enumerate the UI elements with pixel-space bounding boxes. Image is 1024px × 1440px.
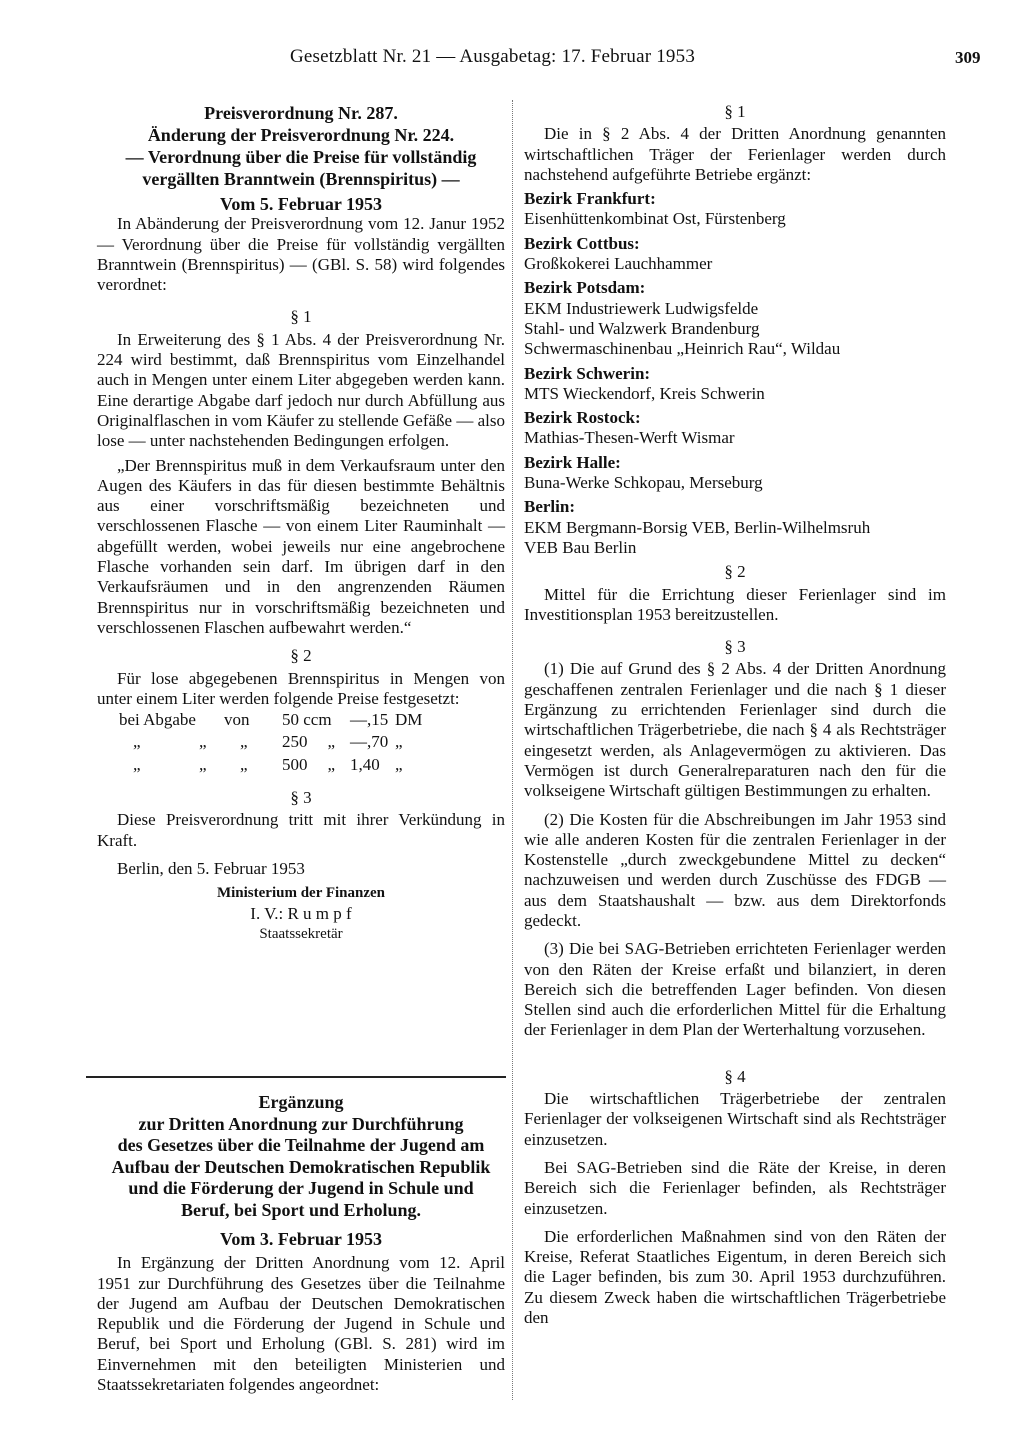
- title-line: vergällten Branntwein (Brennspiritus) —: [142, 169, 460, 189]
- price-cell: 250: [282, 732, 308, 752]
- price-cell: „: [199, 732, 207, 752]
- title-supplement: [97, 1092, 505, 1221]
- left-column-lower: [97, 1092, 505, 1395]
- section-1-text: In Erweiterung des § 1 Abs. 4 der Preisverordnung Nr. 224 wird bestimmt, daß Brennspiritus vom Einzelhandel auch in Mengen unter einem Liter abgegeben werden kann. Eine derartige Abgabe darf jedoch nur durch Abfüllung aus Originalflaschen in vom Käufer zu stellende Gefäße — also lose — unter nachstehenden Bedingungen erfolgen.: [97, 329, 505, 451]
- ministry-name: Ministerium der Finanzen: [216, 885, 386, 902]
- district-heading: Bezirk Rostock:: [524, 408, 641, 428]
- left-column: [97, 102, 505, 944]
- right-section-2-label: § 2: [724, 562, 746, 582]
- title-line: Beruf, bei Sport und Erholung.: [180, 1199, 422, 1220]
- price-cell: 500: [282, 754, 308, 774]
- title-line: Preisverordnung Nr. 287.: [204, 103, 398, 123]
- right-section-4-para-2: Bei SAG-Betrieben sind die Räte der Kreise, in deren Bereich sich die Ferienlager befinden, als Rechtsträger einzusetzen.: [524, 1157, 946, 1218]
- price-row: [119, 731, 422, 753]
- price-cell: von: [224, 710, 250, 730]
- title-line: Ergänzung: [258, 1092, 344, 1112]
- district-heading: Bezirk Schwerin:: [524, 363, 651, 383]
- right-section-1-label: § 1: [724, 102, 746, 121]
- price-cell: „: [133, 732, 141, 752]
- price-cell: —,15: [350, 710, 389, 730]
- right-section-3-para-3: (3) Die bei SAG-Betrieben errichteten Ferienlager werden von den Räten der Kreise erfaßt und bilanziert, in deren Bereich sich die betreffenden Lager befinden. Von diesen Stellen sind auch die erforderlichen Mittel für die Erhaltung der Ferienlager in dem Plan der Werterhaltung vorzusehen.: [524, 939, 946, 1040]
- right-section-4-para-1: Die wirtschaftlichen Trägerbetriebe der zentralen Ferienlager der volkseigenen Wirtschaft sind als Rechtsträger einzusetzen.: [524, 1089, 946, 1149]
- title-line: Aufbau der Deutschen Demokratischen Republik: [111, 1156, 491, 1177]
- district-entry: VEB Bau Berlin: [524, 537, 637, 557]
- title-line: und die Förderung der Jugend in Schule und: [128, 1178, 474, 1198]
- right-section-4-label: § 4: [724, 1066, 746, 1086]
- price-cell: „: [199, 754, 207, 774]
- district-entry: EKM Bergmann-Borsig VEB, Berlin-Wilhelmsruh: [524, 517, 871, 537]
- district-entry: Großkokerei Lauchhammer: [524, 254, 713, 274]
- price-row: [119, 754, 422, 776]
- district-heading: Berlin:: [524, 497, 575, 517]
- price-cell: DM: [395, 710, 423, 730]
- district-entry: Stahl- und Walzwerk Brandenburg: [524, 318, 760, 338]
- section-2-text: Für lose abgegebenen Brennspiritus in Mengen von unter einem Liter werden folgende Preise festgesetzt:: [97, 668, 505, 708]
- section-3-text: Diese Preisverordnung tritt mit ihrer Verkündung in Kraft.: [97, 810, 505, 850]
- right-column: [524, 102, 946, 1328]
- price-cell: „: [327, 732, 336, 752]
- supplement-date: Vom 3. Februar 1953: [220, 1229, 382, 1249]
- price-row: [119, 709, 422, 731]
- district-list: [524, 189, 946, 558]
- price-cell: bei Abgabe: [119, 710, 196, 730]
- signer-title: Staatssekretär: [259, 925, 343, 942]
- district-entry: Schwermaschinenbau „Heinrich Rau“, Wildau: [524, 339, 841, 359]
- section-1-quote: „Der Brennspiritus muß in dem Verkaufsraum unter den Augen des Käufers in das für diesen bestimmte Behältnis aus einer vorschriftsmäßig bezeichneten und verschlossenen Flasche — von einem Liter Rauminhalt — abgefüllt werden, wobei jeweils nur eine angebrochene Flasche vorhanden sein darf. Im übrigen darf in den Verkaufsräumen und in den angrenzenden Räumen Brennspiritus nur in vorschriftsmäßig bezeichneten und verschlossenen Flaschen aufbewahrt werden.“: [97, 455, 505, 637]
- column-divider: [512, 100, 513, 1400]
- intro-paragraph: In Abänderung der Preisverordnung vom 12. Janur 1952 — Verordnung über die Preise für vollständig vergällten Branntwein (Brennspiritus) — (GBl. S. 58) wird folgendes verordnet:: [97, 214, 505, 295]
- signer-name: I. V.: R u m p f: [250, 903, 352, 923]
- section-3-label: § 3: [290, 788, 312, 808]
- right-section-4-para-3: Die erforderlichen Maßnahmen sind von den Räten der Kreise, Referat Staatliches Eigentum, in deren Bereich sich die Lager befinden, bis zum 30. April 1953 durchzuführen. Zu diesem Zweck haben die wirtschaftlichen Trägerbetriebe den: [524, 1226, 946, 1328]
- district-heading: Bezirk Cottbus:: [524, 233, 640, 253]
- right-section-2-text: Mittel für die Errichtung dieser Ferienlager sind im Investitionsplan 1953 bereitzustellen.: [524, 584, 946, 624]
- right-section-3-para-2: (2) Die Kosten für die Abschreibungen im Jahr 1953 sind wie alle anderen Kosten für die zentralen Ferienlager in der Kostenstelle „durch zweckgebundene Mittel zu decken“ nachzuweisen und werden durch Zuschüsse des FDGB — aus dem Staatshaushalt — bzw. aus dem Direktorfonds gedeckt.: [524, 809, 946, 930]
- district-entry: Buna-Werke Schkopau, Merseburg: [524, 473, 763, 493]
- district-heading: Bezirk Potsdam:: [524, 278, 646, 298]
- price-cell: „: [395, 754, 403, 774]
- price-cell: „: [133, 754, 141, 774]
- district-entry: Mathias-Thesen-Werft Wismar: [524, 428, 735, 448]
- price-cell: „: [240, 732, 248, 752]
- district-heading: Bezirk Frankfurt:: [524, 189, 656, 209]
- price-cell: 50 ccm: [282, 710, 332, 730]
- district-heading: Bezirk Halle:: [524, 452, 621, 472]
- title-line: Änderung der Preisverordnung Nr. 224.: [147, 125, 455, 145]
- place-date: Berlin, den 5. Februar 1953: [117, 858, 305, 878]
- section-divider: [86, 1076, 506, 1078]
- right-section-1-text: Die in § 2 Abs. 4 der Dritten Anordnung genannten wirtschaftlichen Träger der Ferienlager werden durch nachstehend aufgeführte Betriebe ergänzt:: [524, 124, 946, 184]
- page-header: [0, 46, 1024, 76]
- section-1-label: § 1: [290, 307, 312, 327]
- district-entry: MTS Wieckendorf, Kreis Schwerin: [524, 383, 765, 403]
- gazette-title: Gesetzblatt Nr. 21 — Ausgabetag: 17. Februar 1953: [290, 46, 696, 67]
- right-section-3-para-1: (1) Die auf Grund des § 2 Abs. 4 der Dritten Anordnung geschaffenen zentralen Ferienlager und die nach § 1 dieser Ergänzung zu errichtenden Ferienlager sind durch die wirtschaftlichen Trägerbetriebe, die nach § 4 als Rechtsträger eingesetzt werden, als Anlagevermögen zu aktivieren. Das Vermögen ist durch Generalreparaturen nach den für die volkseigene Wirtschaft gültigen Bestimmungen zu erhalten.: [524, 659, 946, 801]
- page-number: 309: [955, 48, 981, 67]
- price-cell: „: [395, 732, 403, 752]
- price-cell: —,70: [350, 732, 389, 752]
- district-entry: EKM Industriewerk Ludwigsfelde: [524, 298, 759, 318]
- price-cell: „: [240, 754, 248, 774]
- district-entry: Eisenhüttenkombinat Ost, Fürstenberg: [524, 209, 786, 229]
- price-cell: „: [327, 754, 336, 774]
- supplement-intro: In Ergänzung der Dritten Anordnung vom 12. April 1951 zur Durchführung des Gesetzes über die Teilnahme der Jugend am Aufbau der Deutschen Demokratischen Republik und die Förderung der Jugend in Schule und Beruf, bei Sport und Erholung (GBl. S. 281) wird im Einvernehmen mit den beteiligten Ministerien und Staatssekretariaten folgendes angeordnet:: [97, 1253, 505, 1395]
- title-line: zur Dritten Anordnung zur Durchführung: [138, 1113, 464, 1134]
- title-line: — Verordnung über die Preise für vollständig: [125, 147, 477, 167]
- ordinance-date: Vom 5. Februar 1953: [220, 194, 382, 214]
- title-price-ordinance: [97, 102, 505, 190]
- right-section-3-label: § 3: [724, 637, 746, 657]
- section-2-label: § 2: [290, 646, 312, 666]
- price-table: [119, 709, 422, 776]
- price-cell: 1,40: [350, 754, 380, 774]
- title-line: des Gesetzes über die Teilnahme der Jugend am: [117, 1135, 485, 1155]
